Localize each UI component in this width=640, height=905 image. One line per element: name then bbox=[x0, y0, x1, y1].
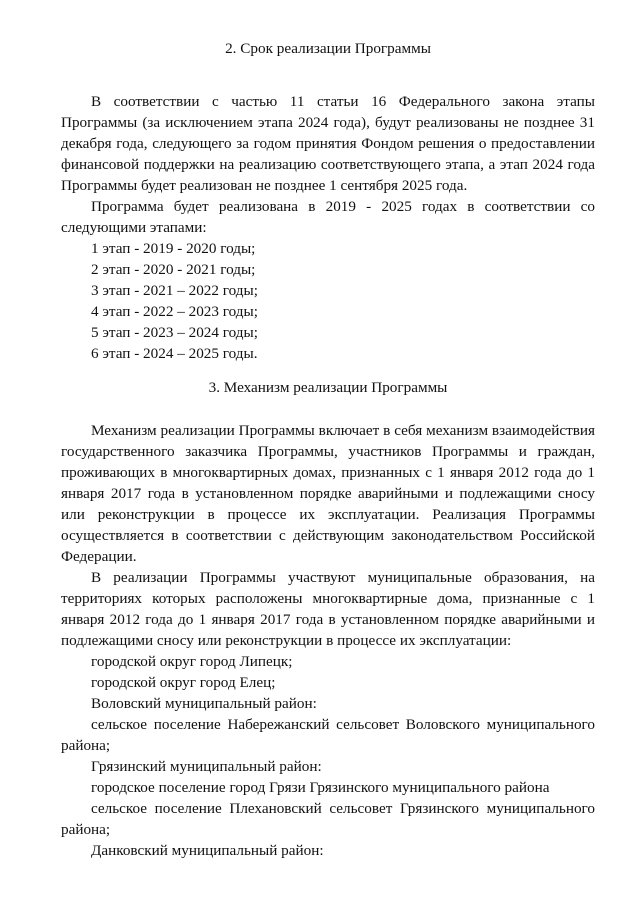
participant-item-3: Воловский муниципальный район: bbox=[91, 695, 317, 712]
document-page bbox=[61, 38, 595, 861]
stage-item-1: 1 этап - 2019 - 2020 годы; bbox=[91, 240, 256, 257]
section-2-paragraph-2: Программа будет реализована в 2019 - 2025 годах в соответствии со следующими этапами: bbox=[61, 198, 595, 236]
stage-item-2: 2 этап - 2020 - 2021 годы; bbox=[91, 261, 256, 278]
participants-list bbox=[61, 651, 595, 861]
participant-item-8: Данковский муниципальный район: bbox=[91, 842, 324, 859]
participant-item-4: сельское поселение Набережанский сельсовет Воловского муниципального района; bbox=[61, 716, 595, 754]
section-2-paragraph-1: В соответствии с частью 11 статьи 16 Федерального закона этапы Программы (за исключением этапа 2024 года), будут реализованы не позднее 31 декабря года, следующего за годом принятия Фондом решения о предоставлении финансовой поддержки на реализацию соответствующего этапа, а этап 2024 года Программы будет реализован не позднее 1 сентября 2025 года. bbox=[61, 93, 595, 194]
participant-item-6: городское поселение город Грязи Грязинского муниципального района bbox=[91, 779, 550, 796]
participant-item-7: сельское поселение Плехановский сельсовет Грязинского муниципального района; bbox=[61, 800, 595, 838]
section-3-title: 3. Механизм реализации Программы bbox=[208, 379, 448, 396]
section-3-paragraph-2: В реализации Программы участвуют муниципальные образования, на территориях которых расположены многоквартирные дома, признанные с 1 января 2012 года до 1 января 2017 года в установленном порядке аварийными и подлежащими сносу или реконструкции в процессе их эксплуатации: bbox=[61, 569, 595, 649]
stage-item-4: 4 этап - 2022 – 2023 годы; bbox=[91, 303, 258, 320]
section-2-title: 2. Срок реализации Программы bbox=[225, 40, 431, 57]
stages-list bbox=[61, 238, 595, 364]
stage-item-3: 3 этап - 2021 – 2022 годы; bbox=[91, 282, 258, 299]
participant-item-5: Грязинский муниципальный район: bbox=[91, 758, 322, 775]
stage-item-5: 5 этап - 2023 – 2024 годы; bbox=[91, 324, 258, 341]
section-3-paragraph-1: Механизм реализации Программы включает в себя механизм взаимодействия государственного заказчика Программы, участников Программы и граждан, проживающих в многоквартирных домах, признанных с 1 января 2012 года до 1 января 2017 года в установленном порядке аварийными и подлежащими сносу или реконструкции в процессе их эксплуатации. Реализация Программы осуществляется в соответствии с действующим законодательством Российской Федерации. bbox=[61, 422, 595, 565]
stage-item-6: 6 этап - 2024 – 2025 годы. bbox=[91, 345, 258, 362]
participant-item-2: городской округ город Елец; bbox=[91, 674, 276, 691]
participant-item-1: городской округ город Липецк; bbox=[91, 653, 293, 670]
